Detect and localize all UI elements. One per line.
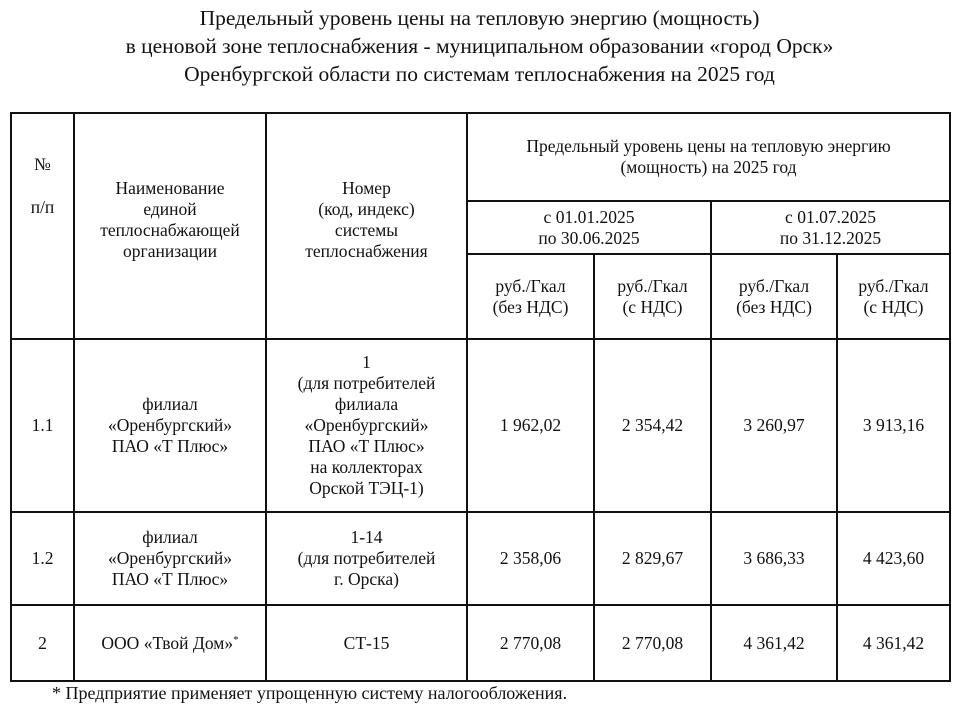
header-org-line: Наименование: [115, 178, 225, 198]
header-org-line: теплоснабжающей: [100, 220, 240, 240]
price-p1-vat: 2 354,42: [594, 339, 711, 512]
header-unit-p1-vat: [594, 254, 711, 339]
header-number-line1: №: [34, 154, 51, 174]
header-unit-p1-no-vat: [467, 254, 594, 339]
header-system-line: Номер: [342, 178, 391, 198]
header-period-1: [467, 201, 711, 254]
header-unit-p2-vat: [837, 254, 950, 339]
header-period-2: [711, 201, 950, 254]
price-p1-no-vat: 2 358,06: [467, 512, 594, 605]
vat-label: (с НДС): [863, 296, 924, 317]
price-p1-vat: 2 770,08: [594, 605, 711, 681]
price-p2-no-vat: 3 260,97: [711, 339, 837, 512]
vat-label: (без НДС): [736, 296, 812, 317]
price-p1-no-vat: 2 770,08: [467, 605, 594, 681]
price-p2-no-vat: 3 686,33: [711, 512, 837, 605]
row-number: 1.2: [11, 512, 74, 605]
footnote-mark: *: [233, 633, 239, 646]
header-system-number: [266, 113, 467, 339]
period-1-to: по 30.06.2025: [538, 227, 640, 248]
header-system-line: теплоснабжения: [305, 241, 428, 261]
header-unit-p2-no-vat: [711, 254, 837, 339]
row-org: [74, 339, 266, 512]
system-line: 1: [362, 352, 371, 372]
row-number: 2: [11, 605, 74, 681]
table-row: [11, 339, 950, 512]
header-system-line: (код, индекс): [318, 199, 415, 219]
system-line: СТ-15: [343, 632, 390, 653]
price-p2-vat: 4 361,42: [837, 605, 950, 681]
title-line-2: в ценовой зоне теплоснабжения - муниципальном образовании «город Орск»: [125, 34, 834, 58]
header-number: [11, 113, 74, 339]
title-line-3: Оренбургской области по системам теплоснабжения на 2025 год: [184, 62, 775, 86]
header-price-group: [467, 113, 950, 201]
system-line: (для потребителей: [297, 548, 436, 568]
org-line: ПАО «Т Плюс»: [111, 436, 229, 456]
price-p1-vat: 2 829,67: [594, 512, 711, 605]
row-number: 1.1: [11, 339, 74, 512]
period-2-to: по 31.12.2025: [779, 227, 882, 248]
unit-label: руб./Гкал: [738, 275, 810, 296]
price-p2-vat: 4 423,60: [837, 512, 950, 605]
system-line: Орской ТЭЦ-1): [309, 478, 424, 498]
vat-label: (с НДС): [622, 296, 683, 317]
system-line: филиала: [334, 394, 399, 414]
period-2-from: с 01.07.2025: [785, 206, 876, 227]
org-line: филиал: [142, 527, 198, 547]
unit-label: руб./Гкал: [858, 275, 929, 296]
title-line-1: Предельный уровень цены на тепловую энергию (мощность): [199, 6, 760, 30]
system-line: «Оренбургский»: [304, 415, 429, 435]
period-1-from: с 01.01.2025: [543, 206, 635, 227]
row-system: [266, 339, 467, 512]
system-line: 1-14: [350, 527, 383, 547]
price-p1-no-vat: 1 962,02: [467, 339, 594, 512]
price-p2-vat: 3 913,16: [837, 339, 950, 512]
header-price-line: Предельный уровень цены на тепловую энергию: [526, 136, 891, 156]
row-system: [266, 512, 467, 605]
header-price-line: (мощность) на 2025 год: [620, 157, 797, 177]
system-line: г. Орска): [334, 569, 399, 589]
header-number-line2: п/п: [30, 197, 55, 217]
org-line: ПАО «Т Плюс»: [111, 569, 229, 589]
row-org: [74, 605, 266, 681]
price-table: [10, 112, 951, 682]
system-line: на коллекторах: [310, 457, 423, 477]
header-org-name: [74, 113, 266, 339]
footnote: * Предприятие применяет упрощенную систему налогообложения.: [52, 683, 568, 703]
unit-label: руб./Гкал: [495, 275, 566, 296]
header-org-line: единой: [143, 199, 197, 219]
header-org-line: организации: [123, 241, 217, 261]
system-line: ПАО «Т Плюс»: [308, 436, 425, 456]
row-org: [74, 512, 266, 605]
system-line: (для потребителей: [297, 373, 436, 393]
org-line: ООО «Твой Дом»: [101, 632, 234, 653]
org-line: филиал: [142, 394, 198, 414]
org-line: «Оренбургский»: [108, 415, 232, 435]
org-line: «Оренбургский»: [108, 548, 232, 568]
header-system-line: системы: [334, 220, 399, 240]
document-title: [0, 4, 959, 88]
table-row: [11, 512, 950, 605]
row-system: [266, 605, 467, 681]
price-p2-no-vat: 4 361,42: [711, 605, 837, 681]
unit-label: руб./Гкал: [617, 275, 688, 296]
vat-label: (без НДС): [492, 296, 569, 317]
table-row: [11, 605, 950, 681]
